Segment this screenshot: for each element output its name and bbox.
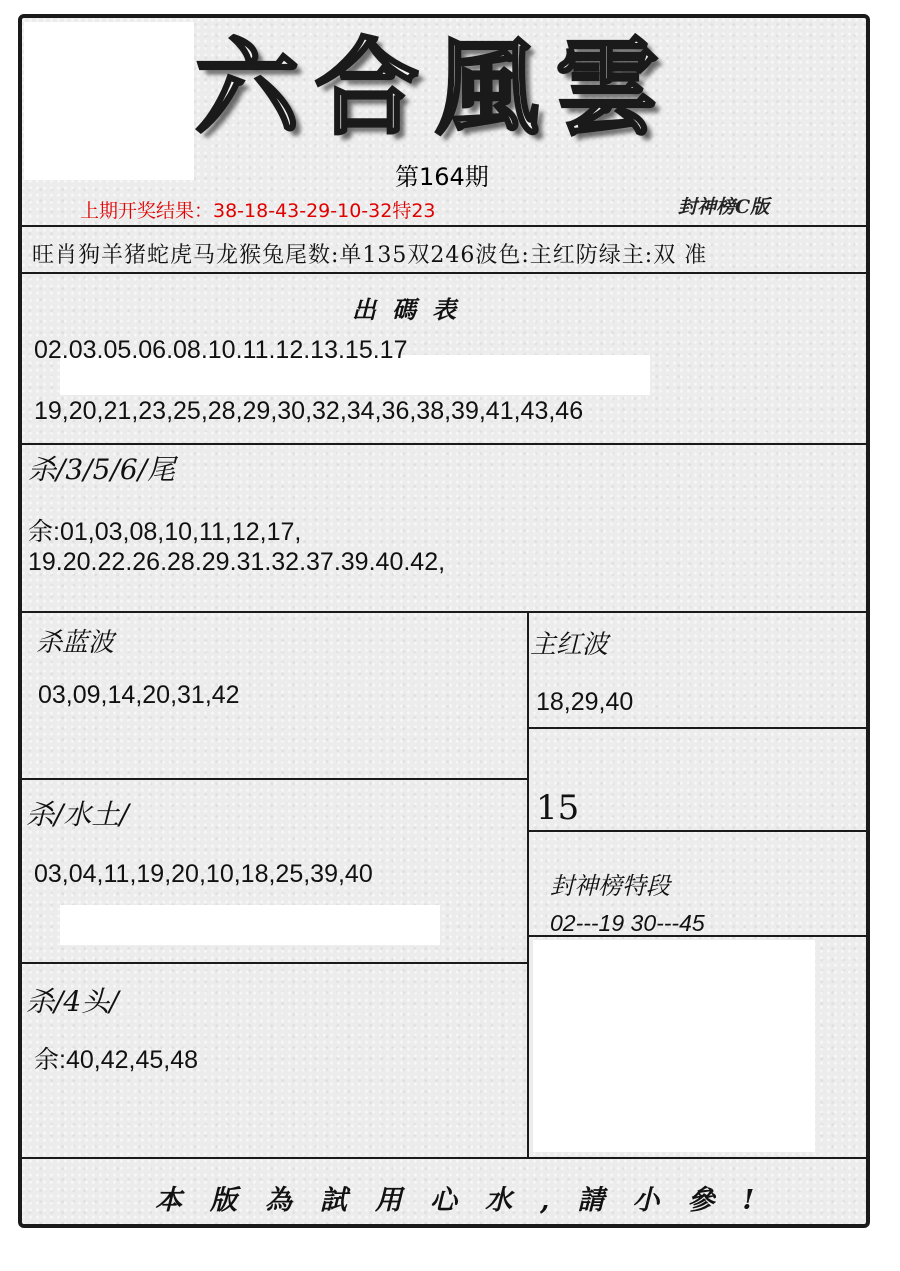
special-segment-values: 02---19 30---45 — [550, 910, 705, 936]
issue-number: 第164期 — [395, 163, 489, 191]
blank-patch — [533, 940, 815, 1152]
kill-blue-values: 03,09,14,20,31,42 — [38, 681, 240, 709]
divider — [22, 1157, 866, 1159]
masthead-title: 六合風雲 — [195, 26, 676, 149]
kill-heads-values: 余:40,42,45,48 — [34, 1046, 199, 1074]
blank-patch — [60, 905, 440, 945]
divider — [22, 225, 866, 227]
kill-heads-label: 杀/4头/ — [26, 985, 119, 1018]
divider — [22, 962, 528, 964]
last-draw-result: 上期开奖结果：38-18-43-29-10-32特23 — [80, 200, 436, 222]
kill-tails-label: 杀/3/5/6/尾 — [28, 453, 176, 486]
kill-blue-label: 杀蓝波 — [36, 628, 115, 658]
main-red-label: 主红波 — [530, 630, 609, 660]
column-divider — [527, 611, 529, 1159]
kill-tails-remaining: 19.20.22.26.28.29.31.32.37.39.40.42, — [28, 548, 446, 576]
divider — [22, 611, 866, 613]
kill-tails-remaining: 余:01,03,08,10,11,12,17, — [28, 518, 302, 546]
divider — [528, 727, 866, 729]
divider — [528, 830, 866, 832]
footer-disclaimer: 本版為試用心水,請小參! — [155, 1185, 783, 1216]
kill-element-label: 杀/水土/ — [26, 798, 129, 831]
divider — [22, 272, 866, 274]
special-segment-label: 封神榜特段 — [550, 872, 670, 900]
number-table-heading: 出碼表 — [352, 295, 472, 324]
divider — [22, 778, 528, 780]
number-table-line: 02.03.05.06.08.10.11.12.13.15.17 — [34, 336, 408, 364]
number-table-line: 19,20,21,23,25,28,29,30,32,34,36,38,39,41,43,46 — [34, 397, 584, 425]
edition-label: 封神榜C版 — [678, 196, 770, 218]
kill-element-values: 03,04,11,19,20,10,18,25,39,40 — [34, 860, 373, 888]
zodiac-prediction: 旺肖狗羊猪蛇虎马龙猴兔尾数:单135双246波色:主红防绿主:双 准 — [32, 243, 708, 268]
divider — [22, 443, 866, 445]
main-red-values: 18,29,40 — [536, 688, 634, 716]
featured-number: 15 — [536, 788, 580, 828]
blank-patch — [24, 22, 194, 180]
